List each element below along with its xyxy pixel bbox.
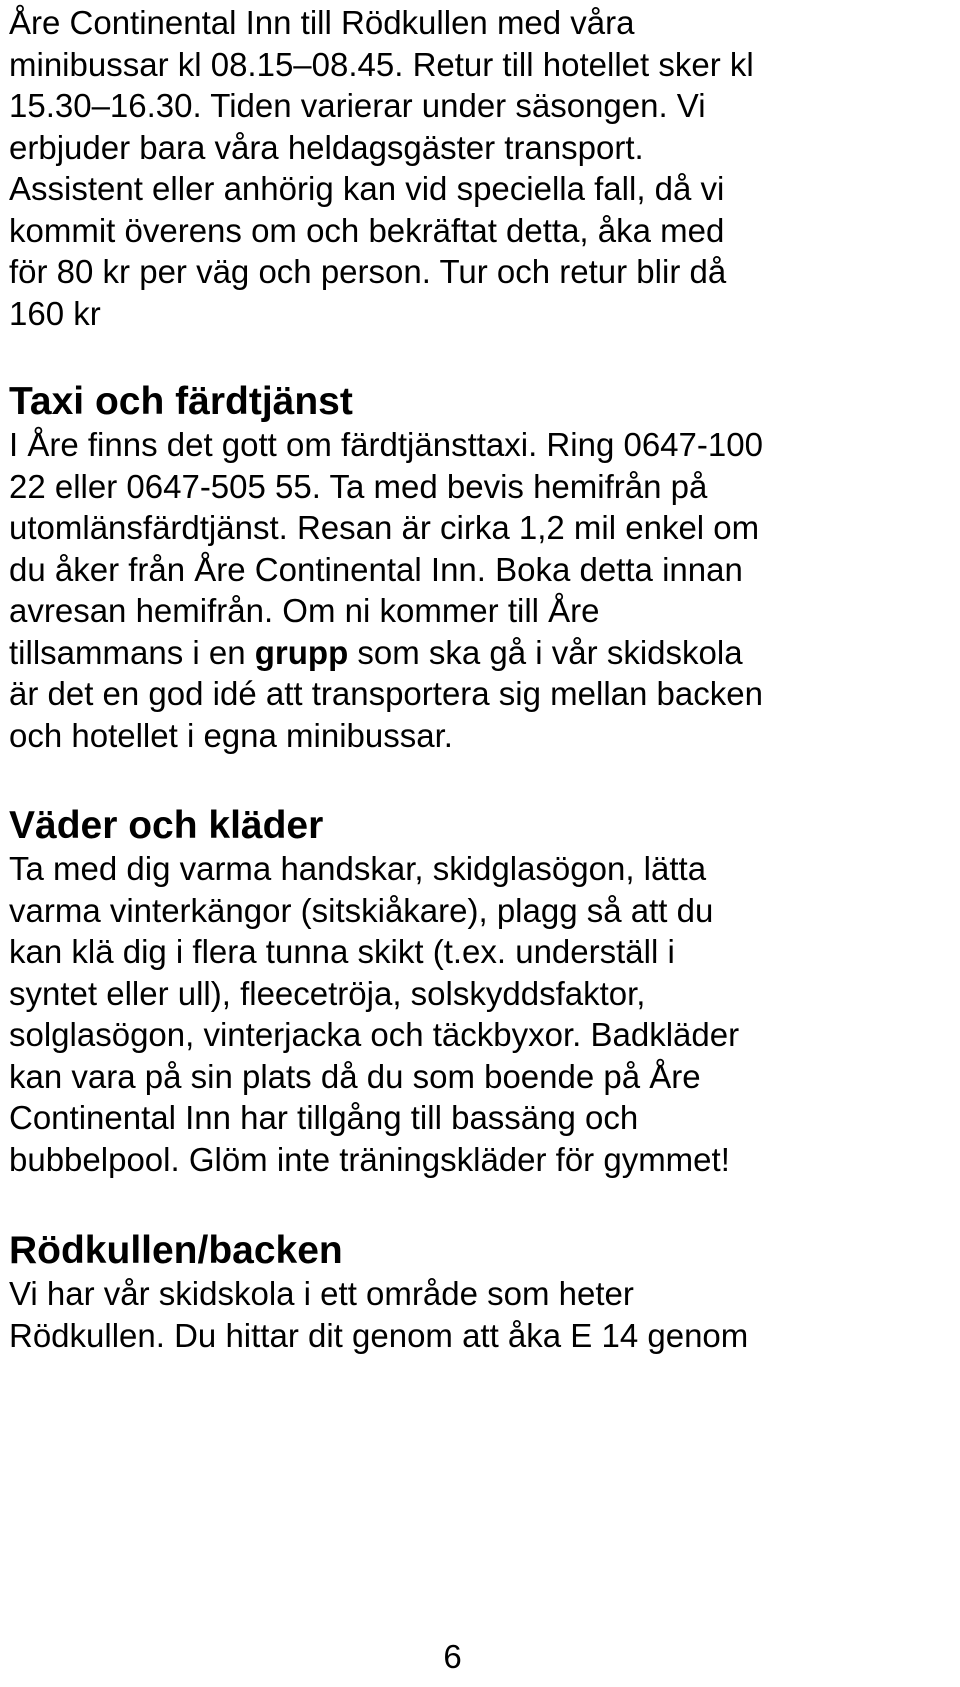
rodkullen-paragraph: Vi har vår skidskola i ett område som heter Rödkullen. Du hittar dit genom att åka E 14 genom [9, 1275, 749, 1354]
vader-paragraph: Ta med dig varma handskar, skidglasögon, lätta varma vinterkängor (sitskiåkare), plagg så att du kan klä dig i flera tunna skikt (t.ex. underställ i syntet eller ull), fleecetröja, solskyddsfaktor, solglasögon, vinterjacka och täckbyxor. Badkläder kan vara på sin plats då du som boende på Åre Continental Inn har tillgång till bassäng och bubbelpool. Glöm inte träningskläder för gymmet! [9, 850, 740, 1178]
document-page [9, 0, 954, 1356]
page-number: 6 [443, 1638, 462, 1675]
taxi-bold-word: grupp [254, 633, 349, 671]
taxi-paragraph [9, 424, 954, 756]
section-heading-rodkullen: Rödkullen/backen [9, 1229, 343, 1272]
taxi-text-after: som ska gå i vår skidskola är det en god idé att transportera sig mellan backen och hotellet i egna minibussar. [9, 633, 763, 754]
section-heading-taxi: Taxi och färdtjänst [9, 380, 353, 423]
taxi-text-before: I Åre finns det gott om färdtjänsttaxi. Ring 0647-100 22 eller 0647-505 55. Ta med bevis hemifrån på utomlänsfärdtjänst. Resan är cirka 1,2 mil enkel om du åker från Åre Continental Inn. Boka detta innan avresan hemifrån. Om ni kommer till Åre tillsammans i en [9, 426, 763, 671]
intro-paragraph: Åre Continental Inn till Rödkullen med våra minibussar kl 08.15–08.45. Retur till hotellet sker kl 15.30–16.30. Tiden varierar under säsongen. Vi erbjuder bara våra heldagsgäster transport. Assistent eller anhörig kan vid speciella fall, då vi kommit överens om och bekräftat detta, åka med för 80 kr per väg och person. Tur och retur blir då 160 kr [9, 4, 754, 332]
section-heading-vader: Väder och kläder [9, 804, 324, 847]
